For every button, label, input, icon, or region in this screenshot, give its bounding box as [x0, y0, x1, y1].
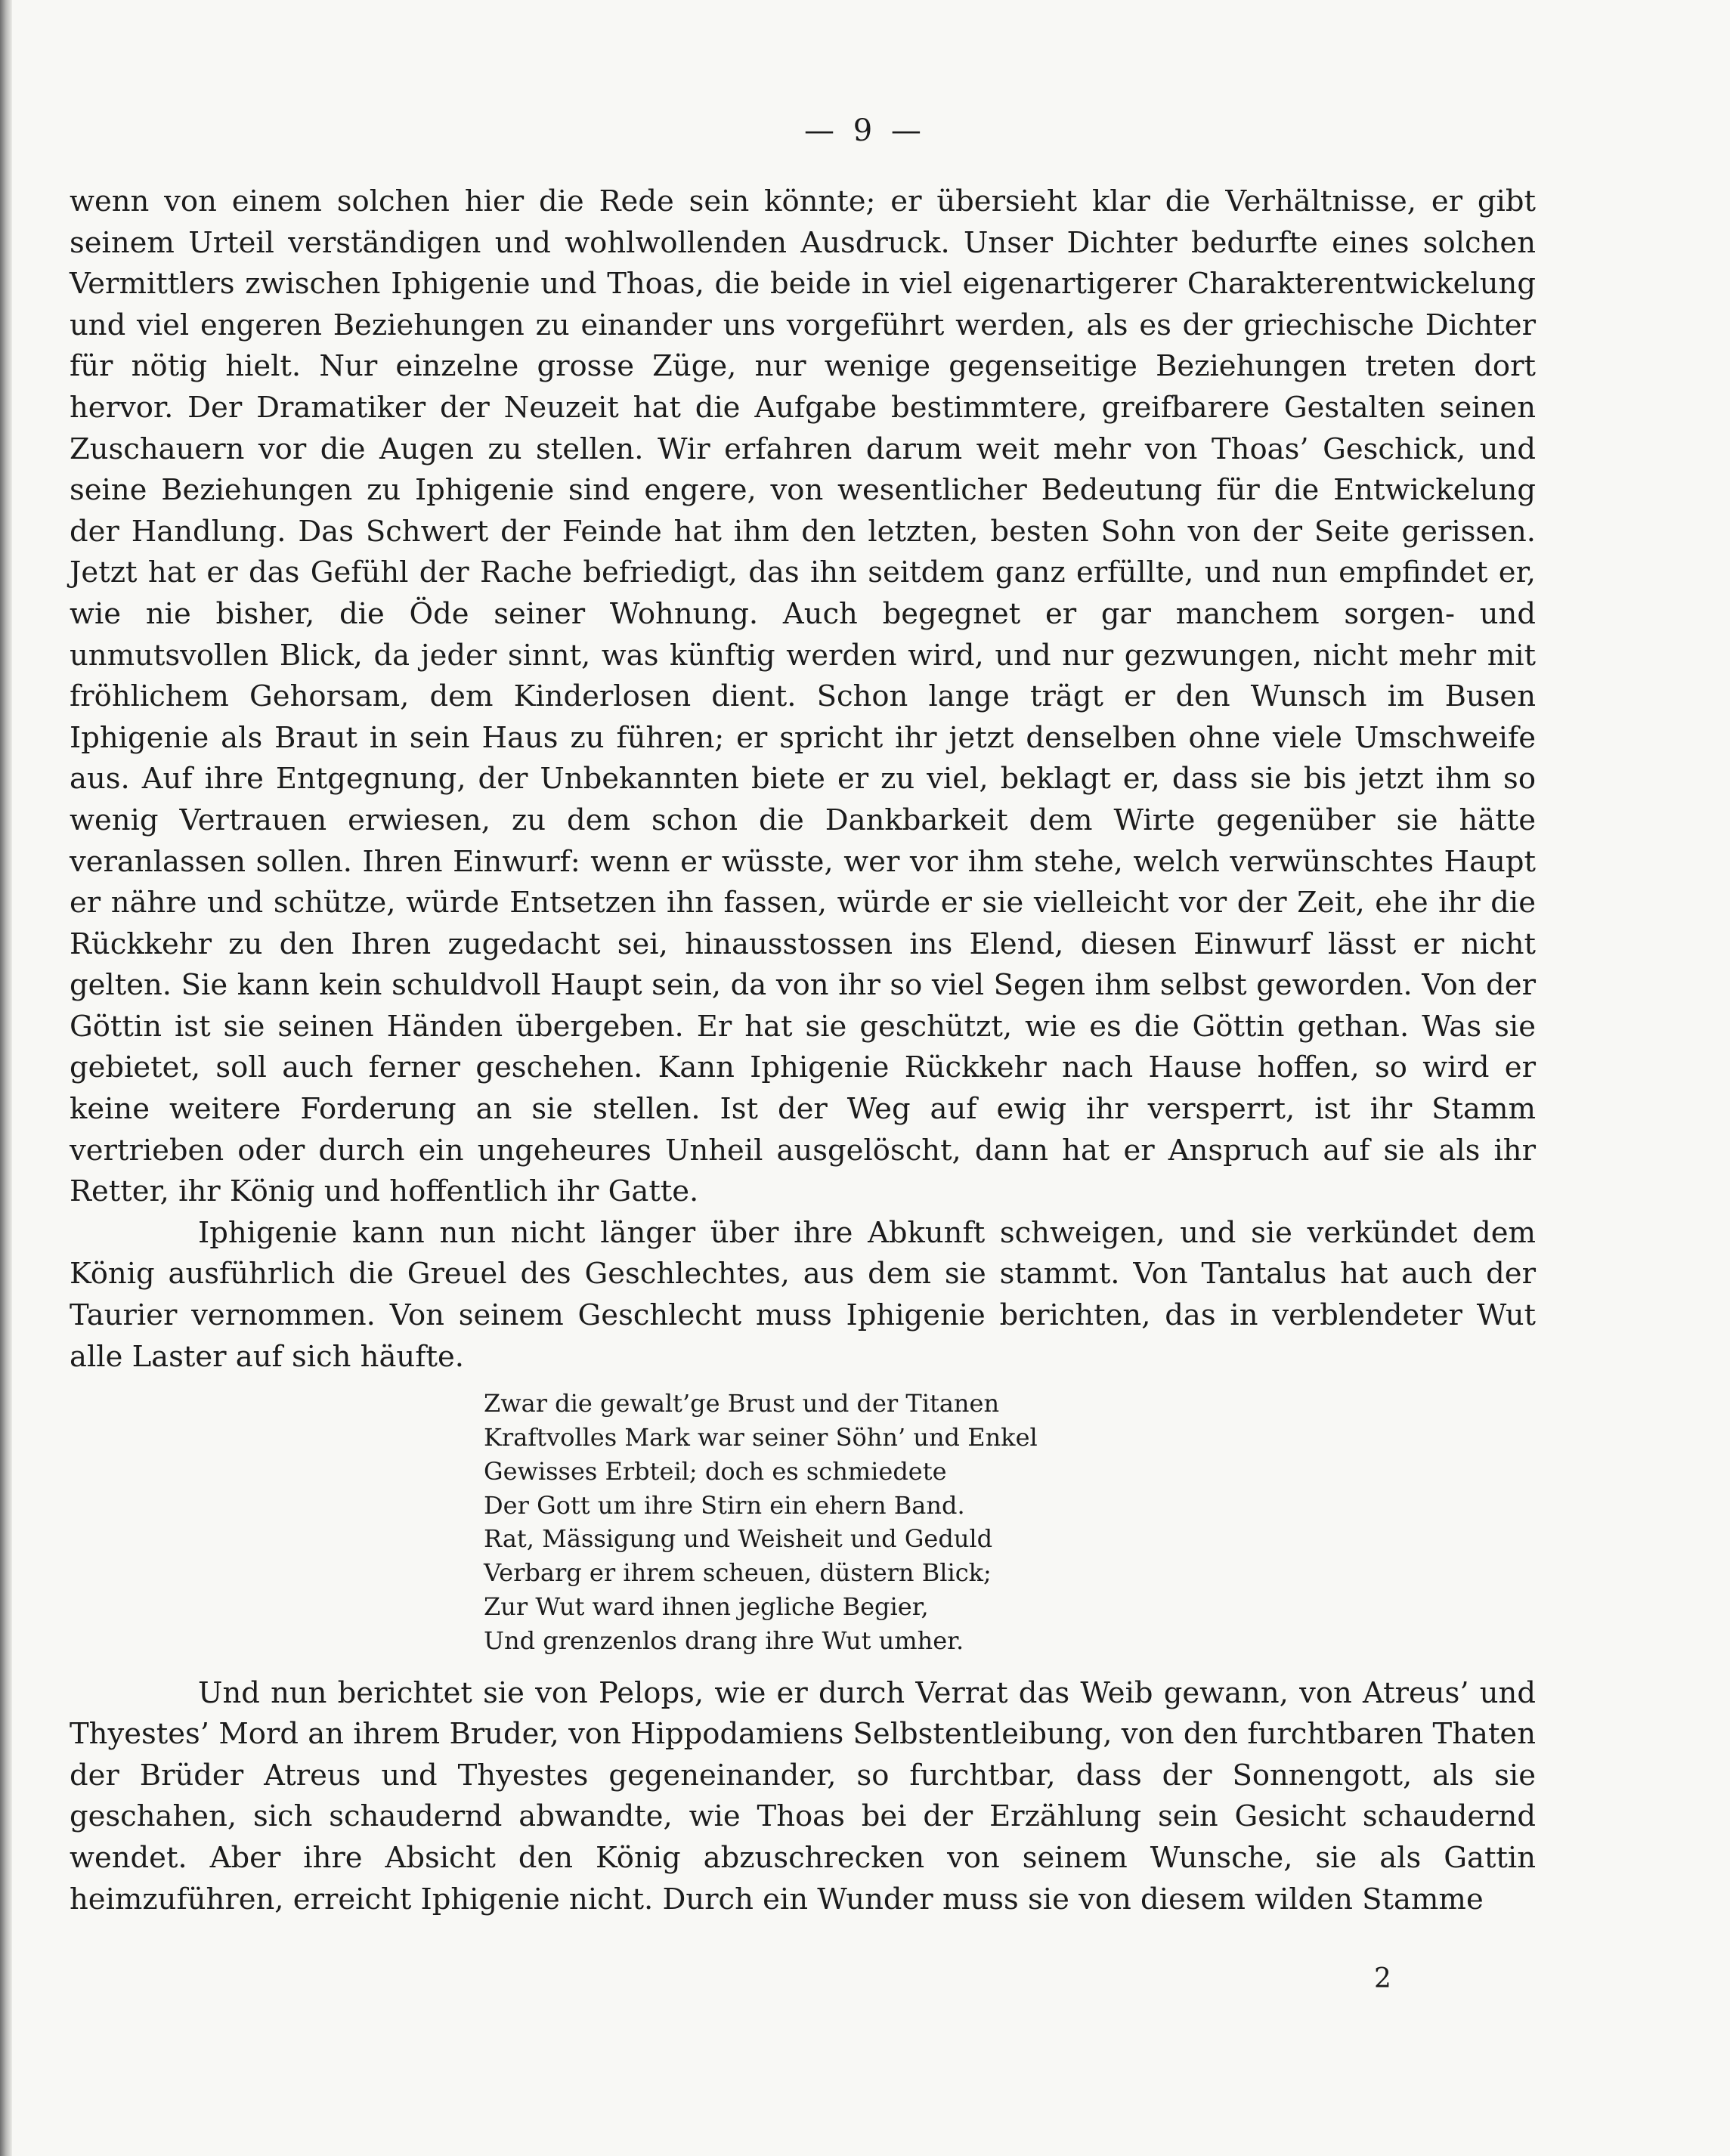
paragraph-3: Und nun berichtet sie von Pelops, wie er durch Verrat das Weib gewann, von Atreus’ und Thyestes’ Mord an ihrem Bruder, von Hippodamiens Selbstentleibung, von den furchtbaren Thaten der Brüder Atreus und Thyestes gegeneinander, so furchtbar, dass der Sonnengott, als sie geschahen, sich schaudernd abwandte, wie Thoas bei der Erzählung sein Gesicht schaudernd wendet. Aber ihre Absicht den König abzuschrecken von seinem Wunsche, sie als Gattin heimzuführen, erreicht Iphigenie nicht. Durch ein Wunder muss sie von diesem wilden Stamme — [70, 1675, 1536, 1916]
printer-signature-mark: 2 — [1374, 1963, 1391, 1994]
paragraph-1: wenn von einem solchen hier die Rede sein könnte; er übersieht klar die Verhältnisse, er gibt seinem Urteil verständigen und wohlwollenden Ausdruck. Unser Dichter bedurfte eines solchen Vermittlers zwischen Iphigenie und Thoas, die beide in viel eigenartigerer Charakterentwickelung und viel engeren Beziehungen zu einander uns vorgeführt werden, als es der griechische Dichter für nötig hielt. Nur einzelne grosse Züge, nur wenige gegenseitige Beziehungen treten dort hervor. Der Dramatiker der Neuzeit hat die Aufgabe bestimmtere, greifbarere Gestalten seinen Zuschauern vor die Augen zu stellen. Wir erfahren darum weit mehr von Thoas’ Geschick, und seine Beziehungen zu Iphigenie sind engere, von wesentlicher Bedeutung für die Entwickelung der Handlung. Das Schwert der Feinde hat ihm den letzten, besten Sohn von der Seite gerissen. Jetzt hat er das Gefühl der Rache befriedigt, das ihn seitdem ganz erfüllte, und nun empfindet er, wie nie bisher, die Öde seiner Wohnung. Auch begegnet er gar manchem sorgen- und unmutsvollen Blick, da jeder sinnt, was künftig werden wird, und nur gezwungen, nicht mehr mit fröhlichem Gehorsam, dem Kinderlosen dient. Schon lange trägt er den Wunsch im Busen Iphigenie als Braut in sein Haus zu führen; er spricht ihr jetzt denselben ohne viele Umschweife aus. Auf ihre Entgegnung, der Unbekannten biete er zu viel, beklagt er, dass sie bis jetzt ihm so wenig Vertrauen erwiesen, zu dem schon die Dankbarkeit dem Wirte gegenüber sie hätte veranlassen sollen. Ihren Einwurf: wenn er wüsste, wer vor ihm stehe, welch verwünschtes Haupt er nähre und schütze, würde Entsetzen ihn fassen, würde er sie vielleicht vor der Zeit, ehe ihr die Rückkehr zu den Ihren zugedacht sei, hinausstossen ins Elend, diesen Einwurf lässt er nicht gelten. Sie kann kein schuldvoll Haupt sein, da von ihr so viel Segen ihm selbst geworden. Von der Göttin ist sie seinen Händen übergeben. Er hat sie geschützt, wie es die Göttin gethan. Was sie gebietet, soll auch ferner geschehen. Kann Iphigenie Rückkehr nach Hause hoffen, so wird er keine weitere Forderung an sie stellen. Ist der Weg auf ewig ihr versperrt, ist ihr Stamm vertrieben oder durch ein ungeheures Unheil ausgelöscht, dann hat er Anspruch auf sie als ihr Retter, ihr König und hoffentlich ihr Gatte. — [70, 184, 1536, 1209]
page-number: — 9 — — [804, 113, 926, 148]
paragraph-2: Iphigenie kann nun nicht länger über ihre Abkunft schweigen, und sie verkündet dem König ausführlich die Greuel des Geschlechtes, aus dem sie stammt. Von Tantalus hat auch der Taurier vernommen. Von seinem Geschlecht muss Iphigenie berichten, das in verblendeter Wut alle Laster auf sich häufte. — [70, 1215, 1536, 1374]
verse-line: Und grenzenlos drang ihre Wut umher. — [484, 1626, 964, 1655]
verse-line: Kraftvolles Mark war seiner Söhn’ und Enkel — [484, 1423, 1038, 1452]
verse-line: Rat, Mässigung und Weisheit und Geduld — [484, 1524, 993, 1554]
verse-line: Der Gott um ihre Stirn ein ehern Band. — [484, 1490, 965, 1520]
body-text — [70, 181, 1536, 1920]
verse-line: Verbarg er ihrem scheuen, düstern Blick; — [484, 1558, 992, 1588]
verse-quotation — [484, 1387, 1536, 1657]
verse-line: Zwar die gewalt’ge Brust und der Titanen — [484, 1389, 1000, 1418]
binding-gutter-shadow — [0, 0, 12, 2156]
verse-line: Gewisses Erbteil; doch es schmiedete — [484, 1456, 947, 1486]
verse-line: Zur Wut ward ihnen jegliche Begier, — [484, 1592, 929, 1621]
